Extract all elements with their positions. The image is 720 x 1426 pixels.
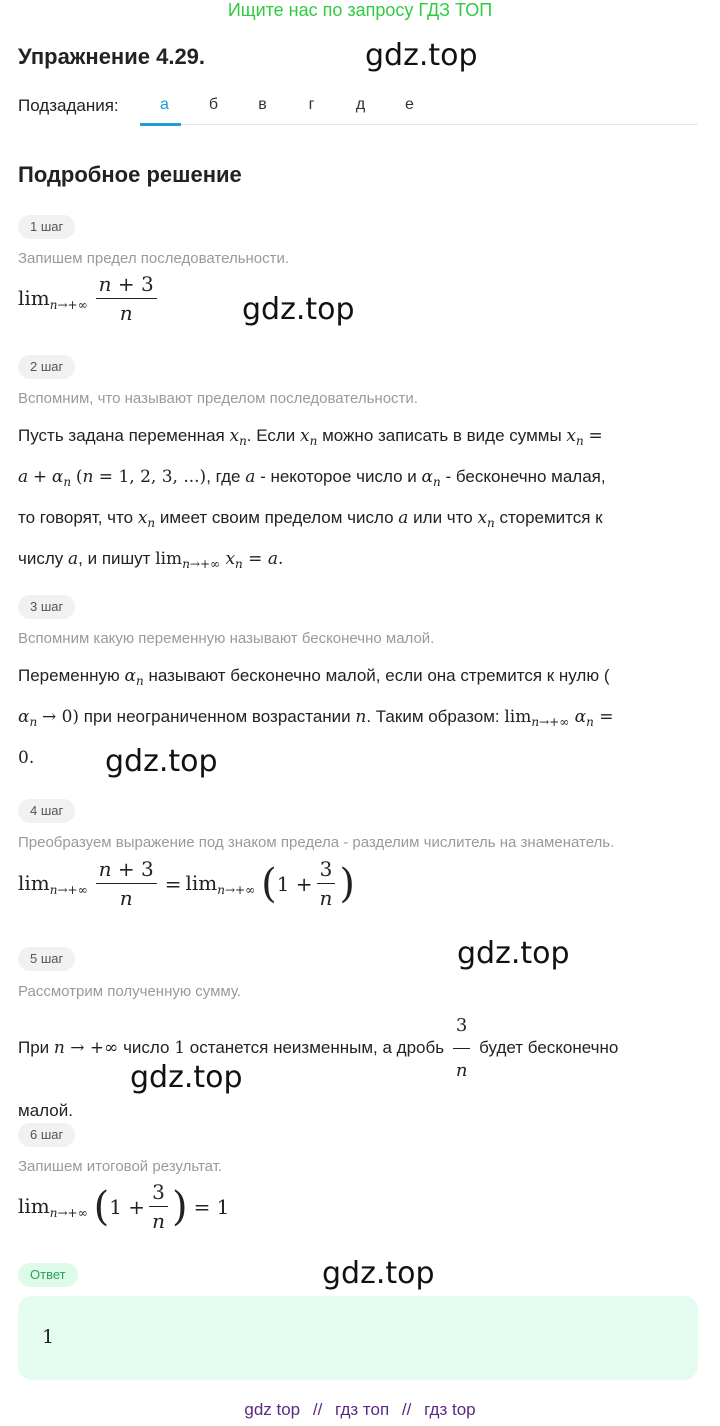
watermark: gdz.top xyxy=(322,1256,435,1291)
exercise-title: Упражнение 4.29. xyxy=(18,44,206,69)
formula-limit: $\lim_{n\to+\infty}$ $\frac{n + 3}{n}$ xyxy=(18,272,161,325)
step-text: Переменную $\alpha_n$ называют бесконечно малой, если она стремится к нулю ( $\alpha_n \to 0$) при неограниченном возрастании n. Таким образом: $\lim_{n\to+\infty} \alpha_n$ = 0. xyxy=(18,666,614,768)
subtasks-label: Подзадания: xyxy=(18,96,119,115)
footer-separator: // xyxy=(312,1400,323,1419)
subtask-tabs xyxy=(140,96,434,120)
step-hint: Преобразуем выражение под знаком предела - разделим числитель на знаменатель. xyxy=(18,834,615,851)
step-badge: 4 шаг xyxy=(18,799,75,823)
answer-value: 1 xyxy=(42,1326,55,1348)
step-hint: Рассмотрим полученную сумму. xyxy=(18,983,242,1000)
step-badge: 6 шаг xyxy=(18,1123,75,1147)
formula-result: $\lim_{n\to+\infty}$ ( 1 + $\frac{3}{n}$ ) = 1 xyxy=(18,1180,230,1233)
watermark: gdz.top xyxy=(457,936,570,971)
footer-links xyxy=(0,1400,720,1420)
watermark: gdz.top xyxy=(105,744,218,779)
watermark: gdz.top xyxy=(242,292,355,327)
step-text: Пусть задана переменная $x_n$. Если $x_n$ можно записать в виде суммы $x_n$ = $a + \alpha_n$ (n = 1, 2, 3, ...), где a - некоторое число и $\alpha_n$ - бесконечно малая, то говорят, что $x_n$ имеет своим пределом число a или что $x_n$ сторемится к числу a, и пишут $\lim_{n\to+\infty} x_n = a$. xyxy=(18,426,606,571)
watermark: gdz.top xyxy=(130,1060,243,1095)
active-tab-indicator xyxy=(140,123,181,126)
footer-separator: // xyxy=(401,1400,412,1419)
step-badge: 5 шаг xyxy=(18,947,75,971)
answer-box xyxy=(18,1296,698,1380)
step-hint: Вспомним какую переменную называют бесконечно малой. xyxy=(18,630,435,647)
tab-e[interactable]: е xyxy=(405,96,414,113)
tab-g[interactable]: г xyxy=(308,96,315,113)
answer-badge: Ответ xyxy=(18,1263,78,1287)
tab-v[interactable]: в xyxy=(258,96,267,113)
step-hint: Вспомним, что называют пределом последовательности. xyxy=(18,390,418,407)
tab-a[interactable]: а xyxy=(160,96,169,113)
section-title: Подробное решение xyxy=(18,162,242,187)
promo-banner: Ищите нас по запросу ГДЗ ТОП xyxy=(227,0,493,20)
footer-link[interactable]: гдз top xyxy=(424,1400,476,1419)
step-badge: 1 шаг xyxy=(18,215,75,239)
formula-transform: $\lim_{n\to+\infty}$ $\frac{n + 3}{n}$ = $\lim_{n\to+\infty}$ ( 1 + $\frac{3}{n}$ ) xyxy=(18,857,356,910)
tab-b[interactable]: б xyxy=(208,96,219,113)
step-text: При n → +∞ число 1 останется неизменным, а дробь $\frac{3}{n}$ будет бесконечно малой. xyxy=(18,1006,698,1131)
footer-link[interactable]: gdz top xyxy=(244,1400,301,1419)
tabs-divider xyxy=(140,124,698,125)
watermark: gdz.top xyxy=(365,38,478,73)
tab-d[interactable]: д xyxy=(355,96,366,113)
step-badge: 3 шаг xyxy=(18,595,75,619)
footer-link[interactable]: гдз топ xyxy=(335,1400,390,1419)
step-hint: Запишем итоговой результат. xyxy=(18,1158,223,1175)
step-hint: Запишем предел последовательности. xyxy=(18,250,290,267)
step-badge: 2 шаг xyxy=(18,355,75,379)
